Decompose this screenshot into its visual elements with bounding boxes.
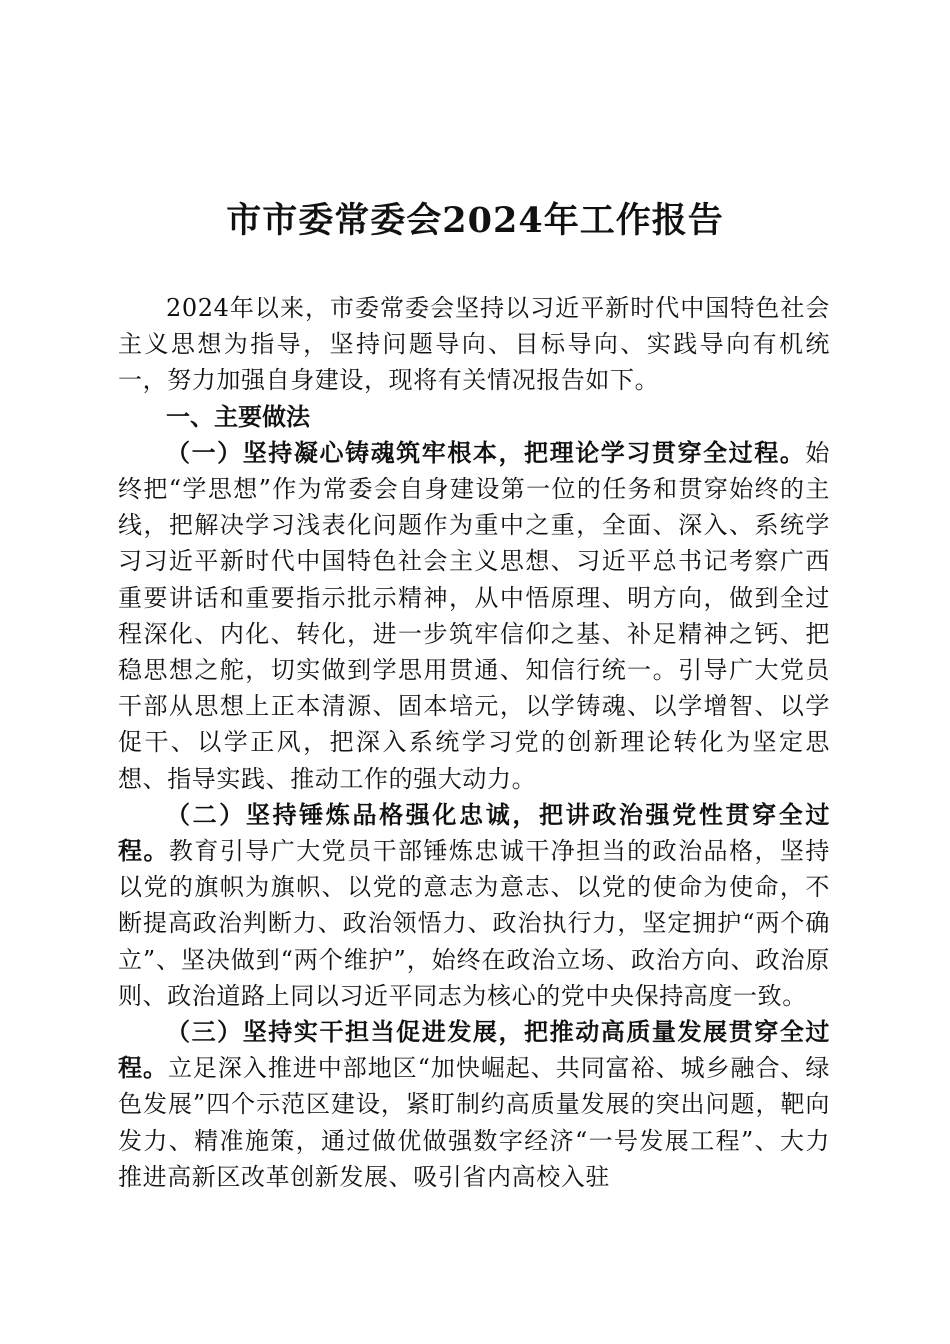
document-body [118,290,830,1195]
item-lead-1: （一）坚持凝心铸魂筑牢根本，把理论学习贯穿全过程。 [166,437,806,467]
item-text-1: 始终把“学思想”作为常委会自身建设第一位的任务和贯穿始终的主线，把解决学习浅表化问题作为重中之重，全面、深入、系统学习习近平新时代中国特色社会主义思想、习近平总书记考察广西重要讲话和重要指示批示精神，从中悟原理、明方向，做到全过程深化、内化、转化，进一步筑牢信仰之基、补足精神之钙、把稳思想之舵，切实做到学思用贯通、知信行统一。引导广大党员干部从思想上正本清源、固本培元，以学铸魂、以学增智、以学促干、以学正风，把深入系统学习党的创新理论转化为坚定思想、指导实践、推动工作的强大动力。 [118,438,830,793]
document-title: 市市委常委会2024年工作报告 [226,200,724,241]
item-lead-3: （三）坚持实干担当促进发展，把推动高质量发展贯穿全过程。 [118,1017,830,1083]
item-paragraph-2 [118,797,830,1014]
item-paragraph-1 [118,435,830,797]
item-lead-2: （二）坚持锤炼品格强化忠诚，把讲政治强党性贯穿全过程。 [118,799,830,866]
intro-paragraph: 2024年以来，市委常委会坚持以习近平新时代中国特色社会主义思想为指导，坚持问题导向、目标导向、实践导向有机统一，努力加强自身建设，现将有关情况报告如下。 [118,294,830,395]
item-paragraph-3 [118,1014,830,1195]
section-heading-main-practices: 一、主要做法 [166,402,310,431]
item-text-3: 立足深入推进中部地区“加快崛起、共同富裕、城乡融合、绿色发展”四个示范区建设，紧盯制约高质量发展的突出问题，靶向发力、精准施策，通过做优做强数字经济“一号发展工程”、大力推进高新区改革创新发展、吸引省内高校入驻 [118,1054,831,1191]
item-text-2: 教育引导广大党员干部锤炼忠诚干净担当的政治品格，坚持以党的旗帜为旗帜、以党的意志为意志、以党的使命为使命，不断提高政治判断力、政治领悟力、政治执行力，坚定拥护“两个确立”、坚决做到“两个维护”，始终在政治立场、政治方向、政治原则、政治道路上同以习近平同志为核心的党中央保持高度一致。 [118,837,830,1010]
